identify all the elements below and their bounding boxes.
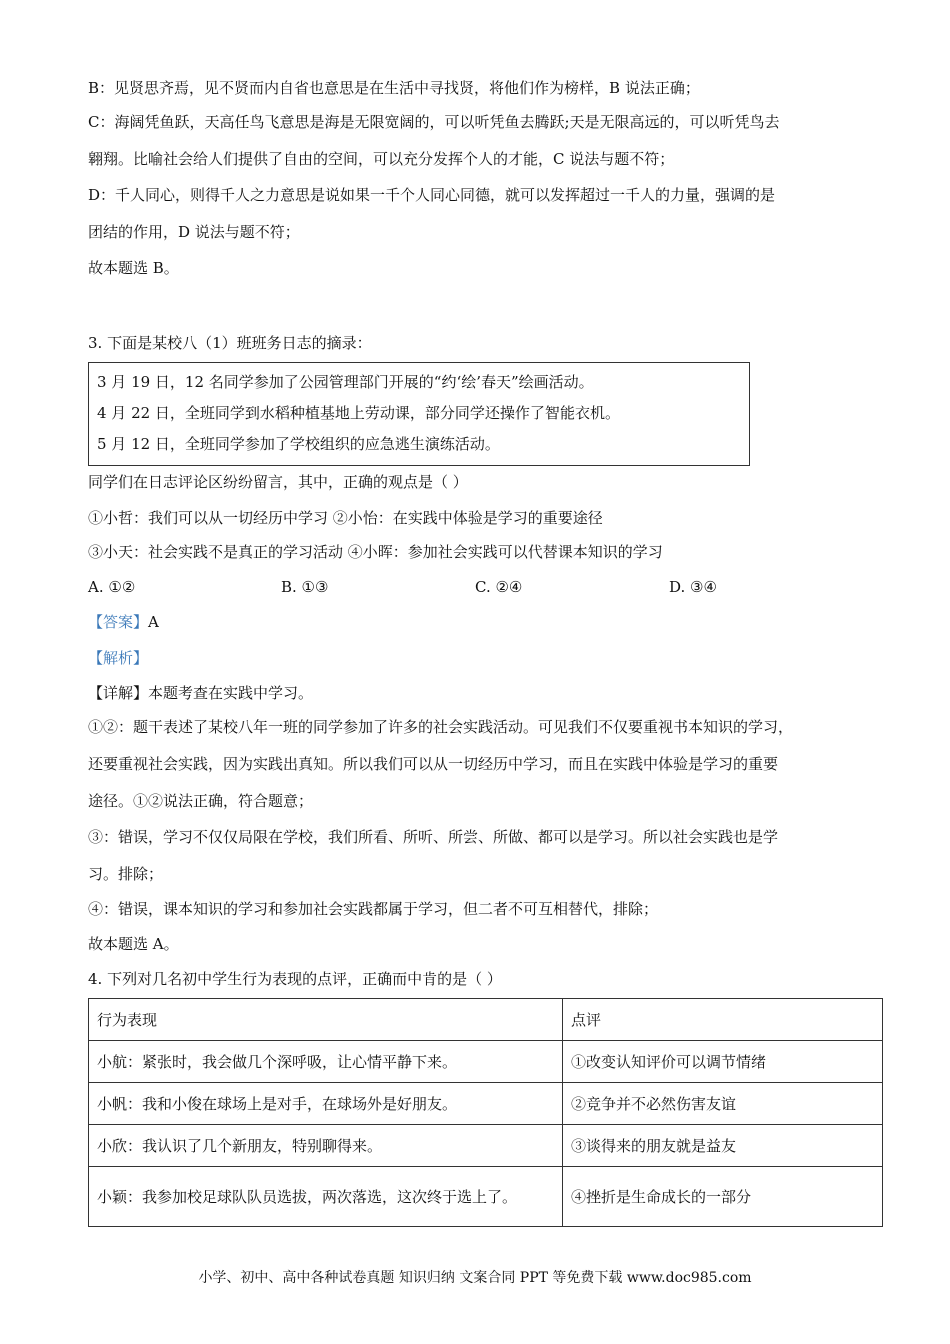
q3-log-entry: 4 月 22 日，全班同学到水稻种植基地上劳动课，部分同学还操作了智能衣机。 bbox=[97, 404, 620, 422]
table-cell-behavior: 小欣：我认识了几个新朋友，特别聊得来。 bbox=[89, 1125, 563, 1167]
table-cell-behavior: 小颖：我参加校足球队队员选拔，两次落选，这次终于选上了。 bbox=[89, 1167, 563, 1227]
analysis-option-c-line2: 翱翔。比喻社会给人们提供了自由的空间，可以充分发挥个人的才能，C 说法与题不符； bbox=[88, 150, 675, 168]
table-cell-behavior: 小帆：我和小俊在球场上是对手，在球场外是好朋友。 bbox=[89, 1083, 563, 1125]
answer-value: A bbox=[148, 613, 159, 631]
table-header-row bbox=[89, 999, 883, 1041]
q3-log-box bbox=[88, 362, 750, 466]
table-cell-comment: ②竞争并不必然伤害友谊 bbox=[563, 1083, 883, 1125]
table-cell-comment: ④挫折是生命成长的一部分 bbox=[563, 1167, 883, 1227]
table-row bbox=[89, 1041, 883, 1083]
q3-answer bbox=[88, 612, 159, 632]
q3-log-entry: 3 月 19 日，12 名同学参加了公园管理部门开展的“约‘绘’春天”绘画活动。 bbox=[97, 373, 594, 391]
table-header-cell: 行为表现 bbox=[89, 999, 563, 1041]
q3-conclusion: 故本题选 A。 bbox=[88, 935, 179, 953]
q3-option-a: A. ①② bbox=[88, 578, 136, 596]
q3-statements-1-2: ①小哲：我们可以从一切经历中学习 ②小怡：在实践中体验是学习的重要途径 bbox=[88, 509, 603, 527]
q3-question: 同学们在日志评论区纷纷留言，其中，正确的观点是（ ） bbox=[88, 473, 468, 491]
q3-option-b: B. ①③ bbox=[281, 578, 329, 596]
q3-option-c: C. ②④ bbox=[475, 578, 523, 596]
q3-stem: 3. 下面是某校八（1）班班务日志的摘录： bbox=[88, 334, 372, 352]
table-row bbox=[89, 1167, 883, 1227]
q3-analysis-p1-line3: 途径。①②说法正确，符合题意； bbox=[88, 792, 314, 810]
analysis-option-b: B：见贤思齐焉，见不贤而内自省也意思是在生活中寻找贤，将他们作为榜样，B 说法正确； bbox=[88, 79, 700, 97]
page-footer: 小学、初中、高中各种试卷真题 知识归纳 文案合同 PPT 等免费下载 www.doc985.com bbox=[198, 1270, 752, 1286]
table-cell-comment: ①改变认知评价可以调节情绪 bbox=[563, 1041, 883, 1083]
q3-analysis-p2-line2: 习。排除； bbox=[88, 865, 164, 883]
analysis-option-d-line1: D：千人同心，则得千人之力意思是说如果一千个人同心同德，就可以发挥超过一千人的力量，强调的是 bbox=[88, 186, 776, 204]
q4-stem: 4. 下列对几名初中学生行为表现的点评，正确而中肯的是（ ） bbox=[88, 970, 502, 988]
table-row bbox=[89, 1083, 883, 1125]
q4-table bbox=[88, 998, 883, 1227]
table-cell-behavior: 小航：紧张时，我会做几个深呼吸，让心情平静下来。 bbox=[89, 1041, 563, 1083]
q3-analysis-p3: ④：错误，课本知识的学习和参加社会实践都属于学习，但二者不可互相替代，排除； bbox=[88, 900, 659, 918]
q3-analysis-label: 【解析】 bbox=[88, 649, 149, 667]
q3-analysis-p1-line2: 还要重视社会实践，因为实践出真知。所以我们可以从一切经历中学习，而且在实践中体验是学习的重要 bbox=[88, 755, 779, 773]
q3-log-entry: 5 月 12 日，全班同学参加了学校组织的应急逃生演练活动。 bbox=[97, 435, 500, 453]
table-cell-comment: ③谈得来的朋友就是益友 bbox=[563, 1125, 883, 1167]
analysis-option-c-line1: C：海阔凭鱼跃，天高任鸟飞意思是海是无限宽阔的，可以听凭鱼去腾跃;天是无限高远的，可以听凭鸟去 bbox=[88, 113, 780, 131]
table-header-cell: 点评 bbox=[563, 999, 883, 1041]
answer-label: 【答案】 bbox=[88, 613, 149, 631]
q3-analysis-p1-line1: ①②：题干表述了某校八年一班的同学参加了许多的社会实践活动。可见我们不仅要重视书本知识的学习， bbox=[88, 718, 794, 736]
prev-conclusion: 故本题选 B。 bbox=[88, 259, 179, 277]
q3-option-d: D. ③④ bbox=[669, 578, 717, 596]
q3-detail: 【详解】本题考查在实践中学习。 bbox=[88, 684, 314, 702]
q3-analysis-p2-line1: ③：错误，学习不仅仅局限在学校，我们所看、所听、所尝、所做、都可以是学习。所以社会实践也是学 bbox=[88, 828, 779, 846]
analysis-option-d-line2: 团结的作用，D 说法与题不符； bbox=[88, 223, 300, 241]
q3-statements-3-4: ③小天：社会实践不是真正的学习活动 ④小晖：参加社会实践可以代替课本知识的学习 bbox=[88, 543, 663, 561]
table-row bbox=[89, 1125, 883, 1167]
